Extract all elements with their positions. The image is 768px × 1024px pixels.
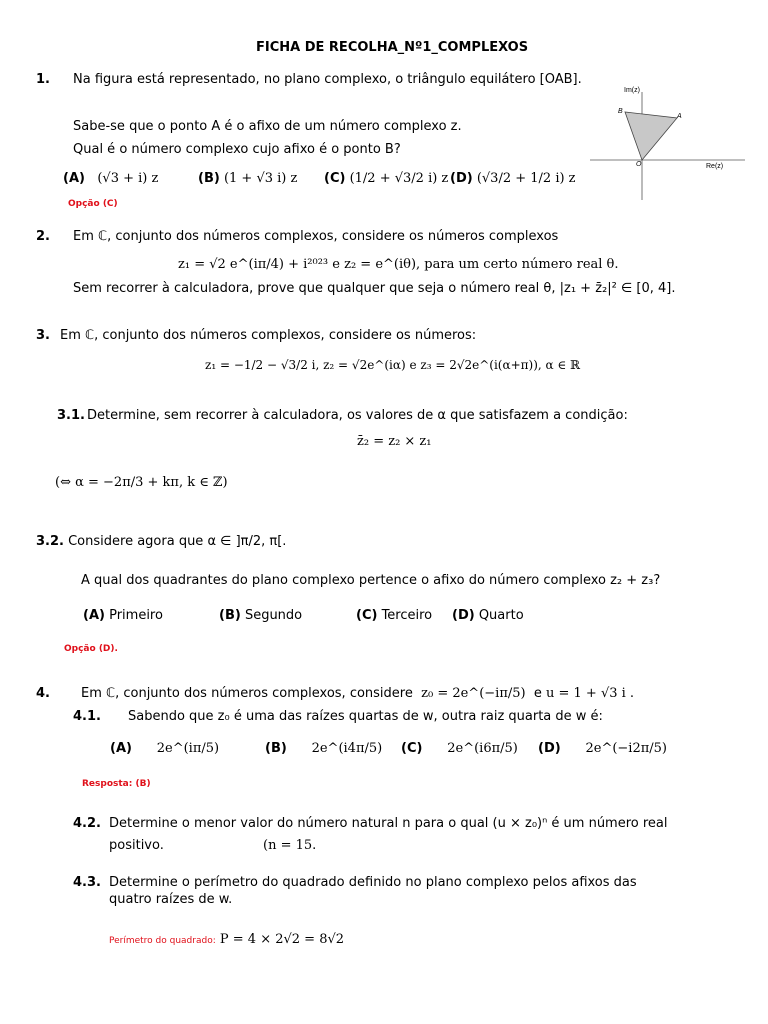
q31-answer: (⇔ α = −2π/3 + kπ, k ∈ ℤ) (55, 475, 228, 490)
re-axis-label: Re(z) (706, 163, 724, 170)
q2-equation: z₁ = √2 e^(iπ/4) + i²⁰²³ e z₂ = e^(iθ), para um certo número real θ. (178, 257, 619, 272)
q31-text: Determine, sem recorrer à calculadora, os valores de α que satisfazem a condição: (87, 408, 628, 423)
q1-option-b: (B) (1 + √3 i) z (198, 171, 298, 186)
im-axis-label: Im(z) (624, 87, 640, 94)
q1-option-d: (D) (√3/2 + 1/2 i) z (450, 171, 576, 186)
q41-option-b: (B) 2e^(i4π/5) (265, 741, 383, 756)
q43-answer: Perímetro do quadrado: P = 4 × 2√2 = 8√2 (109, 932, 345, 947)
q41-option-a: (A) 2e^(iπ/5) (110, 741, 220, 756)
q3-line1: Em ℂ, conjunto dos números complexos, considere os números: (60, 328, 477, 343)
q41-text: Sabendo que z₀ é uma das raízes quartas de w, outra raiz quarta de w é: (128, 709, 603, 724)
q43-text2: quatro raízes de w. (109, 892, 233, 907)
q41-option-d: (D) 2e^(−i2π/5) (538, 741, 668, 756)
q42-text2: positivo. (109, 838, 164, 853)
q2-number: 2. (36, 229, 50, 244)
point-b-label: B (618, 108, 623, 115)
q42-text: Determine o menor valor do número natural n para o qual (u × z₀)ⁿ é um número real (109, 816, 668, 831)
q31-number: 3.1. (57, 408, 85, 423)
q43-text: Determine o perímetro do quadrado definido no plano complexo pelos afixos das (109, 875, 637, 890)
q41-option-c: (C) 2e^(i6π/5) (401, 741, 518, 756)
q4-number: 4. (36, 686, 50, 701)
q1-option-c: (C) (1/2 + √3/2 i) z (324, 171, 449, 186)
q32-question: A qual dos quadrantes do plano complexo pertence o afixo do número complexo z₂ + z₃? (81, 573, 661, 588)
q3-number: 3. (36, 328, 50, 343)
q32-answer: Opção (D). (64, 644, 118, 654)
q4-line1: Em ℂ, conjunto dos números complexos, considere z₀ = 2e^(−iπ/5) e u = 1 + √3 i . (81, 686, 635, 701)
q1-option-a: (A) (√3 + i) z (63, 171, 159, 186)
q1-line1: Na figura está representado, no plano complexo, o triângulo equilátero [OAB]. (73, 72, 582, 87)
q1-answer: Opção (C) (68, 199, 118, 209)
page-title: FICHA DE RECOLHA_Nº1_COMPLEXOS (256, 40, 529, 55)
q1-line3: Qual é o número complexo cujo afixo é o ponto B? (73, 142, 401, 157)
q32-option-c: (C) Terceiro (356, 608, 433, 623)
q2-line3: Sem recorrer à calculadora, prove que qualquer que seja o número real θ, |z₁ + z̄₂|² ∈ [0, 4]. (73, 281, 676, 296)
q32-statement: 3.2. Considere agora que α ∈ ]π/2, π[. (36, 534, 287, 549)
q32-option-d: (D) Quarto (452, 608, 524, 623)
q43-number: 4.3. (73, 875, 101, 890)
q2-line1: Em ℂ, conjunto dos números complexos, considere os números complexos (73, 229, 559, 244)
q3-equation: z₁ = −1/2 − √3/2 i, z₂ = √2e^(iα) e z₃ = 2√2e^(i(α+π)), α ∈ ℝ (205, 358, 581, 372)
q41-answer: Resposta: (B) (82, 779, 151, 789)
q41-number: 4.1. (73, 709, 101, 724)
q32-option-b: (B) Segundo (219, 608, 303, 623)
triangle-oab (625, 112, 677, 160)
q32-option-a: (A) Primeiro (83, 608, 163, 623)
point-a-label: A (677, 113, 682, 120)
origin-label: O (636, 161, 642, 168)
q1-number: 1. (36, 72, 50, 87)
q42-answer: (n = 15. (263, 838, 317, 853)
q1-line2: Sabe-se que o ponto A é o afixo de um número complexo z. (73, 119, 462, 134)
q42-number: 4.2. (73, 816, 101, 831)
complex-plane-figure (585, 80, 750, 205)
q31-equation: z̄₂ = z₂ × z₁ (357, 434, 432, 449)
